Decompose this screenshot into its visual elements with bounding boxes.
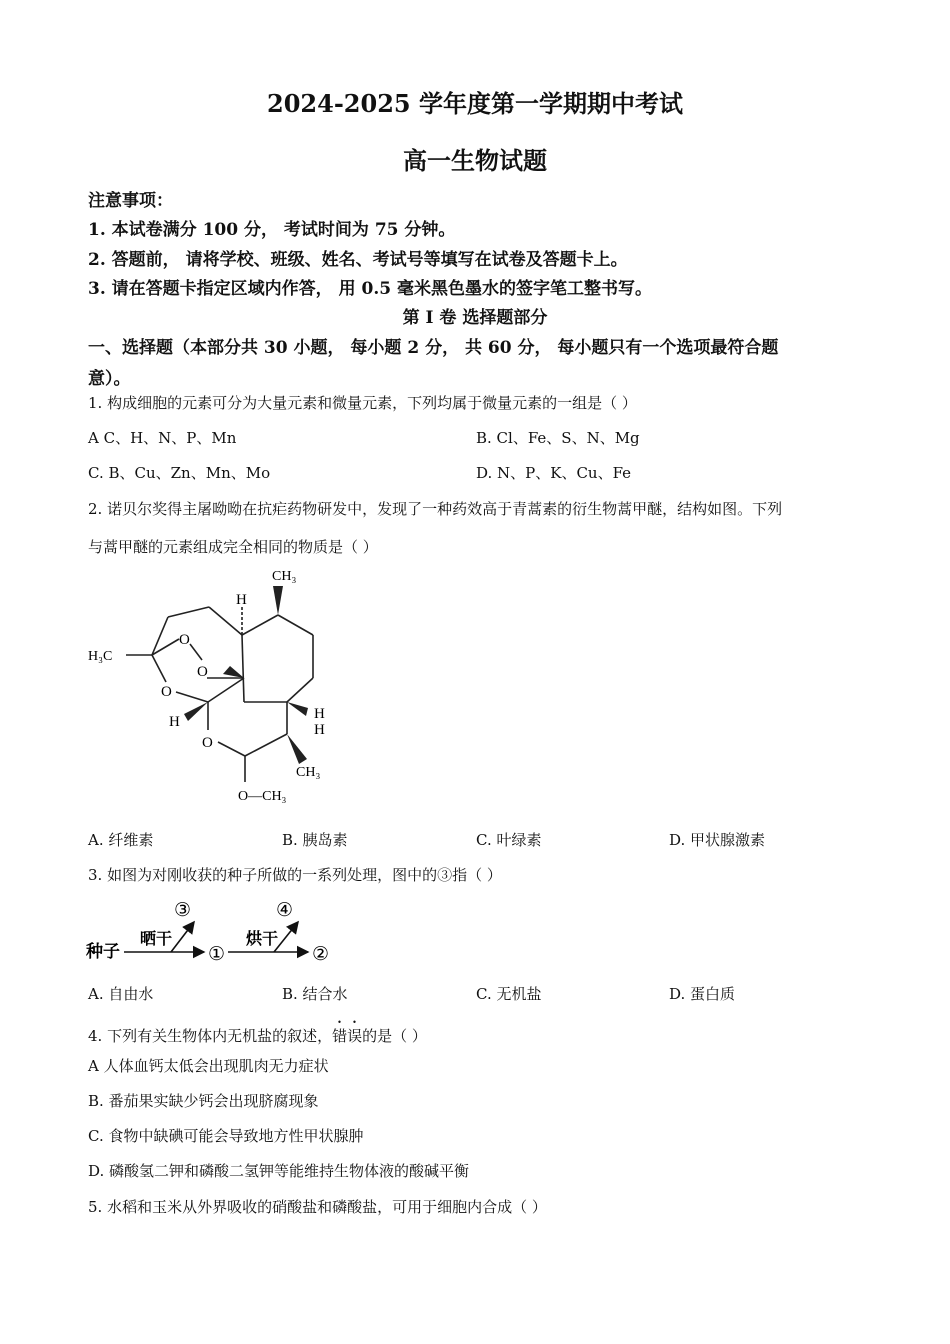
structure-wedge-ch3 [287,734,307,764]
label-seed: 种子 [86,942,120,961]
label-h-right1: H [314,706,325,722]
arrow-to-3 [171,922,194,952]
question-4-option-c: C. 食物中缺碘可能会导致地方性甲状腺肿 [88,1127,364,1145]
label-o4: O [202,735,213,751]
question-5-stem: 5. 水稻和玉米从外界吸收的硝酸盐和磷酸盐，可用于细胞内合成（ ） [88,1198,547,1216]
label-circle-3: ③ [174,900,192,921]
structure-wedge-h-left [184,702,208,721]
question-3-option-c: C. 无机盐 [476,985,542,1003]
question-4-stem-emphasis: 错误 [332,1027,363,1045]
label-o1: O [179,632,190,648]
artemether-structure-diagram [80,560,350,810]
question-1-option-d: D. N、P、K、Cu、Fe [476,464,632,482]
question-2-stem-line2: 与蒿甲醚的元素组成完全相同的物质是（ ） [88,538,378,556]
exam-subtitle: 高一生物试题 [403,146,547,175]
label-ch3-top: CH₃ [272,569,297,584]
notes-heading: 注意事项： [88,191,173,211]
structure-bonds [126,586,313,782]
question-3-option-d: D. 蛋白质 [669,985,736,1003]
question-4-stem [88,1018,427,1046]
question-1-stem: 1. 构成细胞的元素可分为大量元素和微量元素，下列均属于微量元素的一组是（ ） [88,394,637,412]
exam-title: 2024-2025 学年度第一学期期中考试 [267,89,683,118]
question-2-option-a: A. 纤维素 [88,831,154,849]
structure-wedge-h1 [287,702,308,716]
label-ch3-right: CH₃ [296,765,321,780]
question-4-stem-before: 4. 下列有关生物体内无机盐的叙述， [88,1027,333,1045]
question-2-stem-line1: 2. 诺贝尔奖得主屠呦呦在抗疟药物研发中，发现了一种药效高于青蒿素的衍生物蒿甲醚，结构如图。下列 [88,500,783,518]
section-title: 第 Ⅰ 卷 选择题部分 [402,308,548,328]
notes-item-1: 1. 本试卷满分 100 分， 考试时间为 75 分钟。 [88,220,456,240]
section-instruction-line2: 意）。 [88,369,131,389]
question-3-option-a: A. 自由水 [88,985,154,1003]
label-h-right2: H [314,722,325,738]
label-h-left: H [169,714,180,730]
question-4-option-d: D. 磷酸氢二钾和磷酸二氢钾等能维持生物体液的酸碱平衡 [88,1162,470,1180]
label-h-top: H [236,592,247,608]
question-2-option-b: B. 胰岛素 [282,831,348,849]
structure-wedge-center [223,666,244,678]
notes-item-2: 2. 答题前， 请将学校、班级、姓名、考试号等填写在试卷及答题卡上。 [88,250,628,270]
question-4-option-a: A 人体血钙太低会出现肌肉无力症状 [88,1057,329,1075]
question-1-option-c: C. B、Cu、Zn、Mn、Mo [88,464,271,482]
label-o3: O [161,684,172,700]
label-circle-1: ① [208,944,226,965]
notes-item-3: 3. 请在答题卡指定区域内作答， 用 0.5 毫米黑色墨水的签字笔工整书写。 [88,279,652,299]
question-3-option-b: B. 结合水 [282,985,348,1003]
label-circle-2: ② [312,944,330,965]
question-4-stem-after: 的是（ ） [362,1027,427,1045]
label-bake-dry: 烘干 [246,931,279,948]
question-1-option-a: A C、H、N、P、Mn [88,429,237,447]
question-1-option-b: B. Cl、Fe、S、N、Mg [476,429,640,447]
label-och3: O—CH₃ [238,789,287,804]
label-h3c: H₃C [88,649,113,664]
label-circle-4: ④ [276,900,294,921]
label-sun-dry: 晒干 [140,931,173,948]
question-2-option-c: C. 叶绿素 [476,831,542,849]
label-o2: O [197,664,208,680]
seed-process-diagram [86,894,346,966]
question-3-stem: 3. 如图为对刚收获的种子所做的一系列处理，图中的③指（ ） [88,866,502,884]
question-4-option-b: B. 番茄果实缺少钙会出现脐腐现象 [88,1092,319,1110]
section-instruction-line1: 一、选择题（本部分共 30 小题， 每小题 2 分， 共 60 分， 每小题只有一个选项最符合题 [88,338,779,358]
question-2-option-d: D. 甲状腺激素 [669,831,766,849]
